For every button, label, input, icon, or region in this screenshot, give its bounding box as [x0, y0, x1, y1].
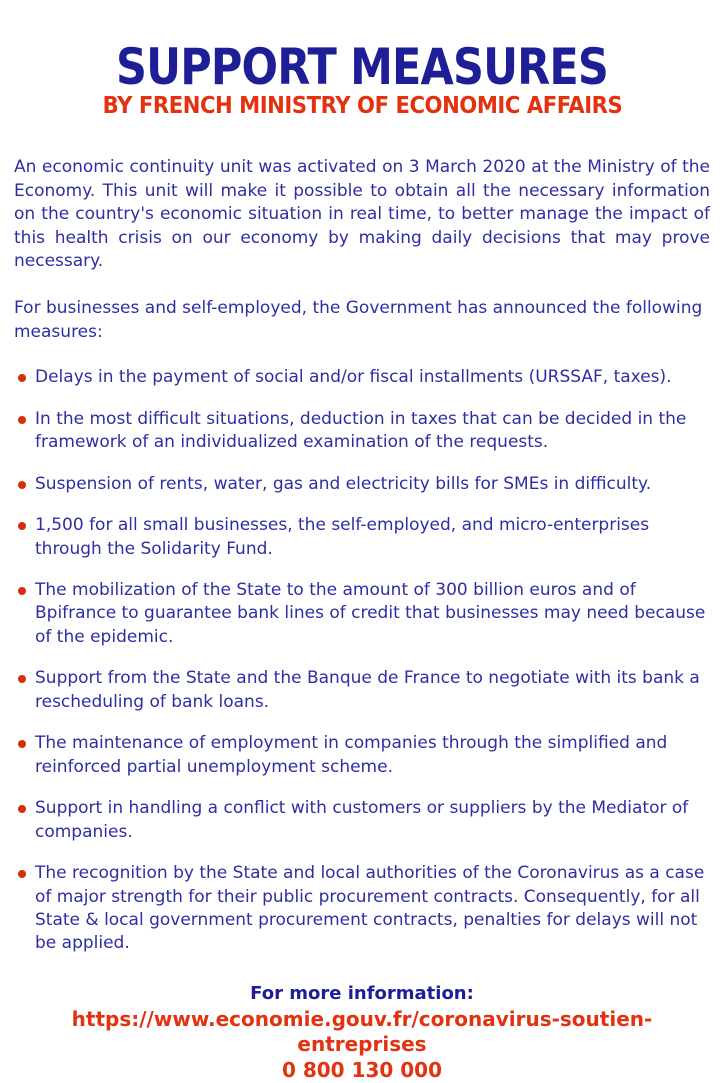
bullet-icon: [18, 374, 26, 382]
bullet-icon: [18, 675, 26, 683]
bullet-icon: [18, 416, 26, 424]
measure-item: [18, 473, 710, 496]
intro-paragraph: An economic continuity unit was activated on 3 March 2020 at the Ministry of the Economy. This unit will make it possible to obtain all the necessary information on the country's economic situation in real time, to better manage the impact of this health crisis on our economy by making daily decisions that may prove necessary.: [14, 157, 710, 271]
measure-text: Delays in the payment of social and/or fiscal installments (URSSAF, taxes).: [35, 367, 672, 388]
measures-intro-paragraph: For businesses and self-employed, the Government has announced the following measures:: [14, 298, 703, 342]
page-title: SUPPORT MEASURES: [116, 38, 608, 96]
info-url-link[interactable]: https://www.economie.gouv.fr/coronavirus-soutien-entreprises: [71, 1007, 653, 1057]
measure-item: [18, 366, 710, 389]
measure-text: In the most difficult situations, deduction in taxes that can be decided in the framework of an individualized examination of the requests.: [35, 408, 687, 453]
more-info-label: For more information:: [250, 982, 474, 1004]
bullet-icon: [18, 870, 26, 878]
measure-text: 1,500 for all small businesses, the self-employed, and micro-enterprises through the Solidarity Fund.: [35, 515, 650, 559]
measure-item: [18, 862, 710, 956]
page-subtitle: BY FRENCH MINISTRY OF ECONOMIC AFFAIRS: [102, 93, 622, 119]
measure-item: [18, 797, 710, 844]
measure-text: The maintenance of employment in companies through the simplified and reinforced partial unemployment scheme.: [35, 733, 668, 777]
measure-text: The recognition by the State and local authorities of the Coronavirus as a case of major strength for their public procurement contracts. Consequently, for all State & local government procurement contracts, penalties for delays will not be applied.: [35, 863, 705, 954]
measure-item: [18, 732, 710, 779]
measure-text: The mobilization of the State to the amount of 300 billion euros and of Bpifrance to guarantee bank lines of credit that businesses may need because of the epidemic.: [35, 580, 706, 647]
measure-text: Suspension of rents, water, gas and electricity bills for SMEs in difficulty.: [35, 473, 652, 494]
measure-text: Support in handling a conflict with customers or suppliers by the Mediator of companies.: [35, 798, 689, 842]
bullet-icon: [18, 481, 26, 489]
poster-header: [14, 38, 710, 119]
poster-footer: [14, 982, 710, 1083]
measure-text: Support from the State and the Banque de France to negotiate with its bank a rescheduling of bank loans.: [35, 668, 700, 712]
measure-item: [18, 579, 710, 649]
measures-list: [14, 366, 710, 956]
hotline-phone-number: 0 800 130 000: [281, 1058, 443, 1083]
measure-item: [18, 514, 710, 561]
measure-item: [18, 667, 710, 714]
bullet-icon: [18, 740, 26, 748]
bullet-icon: [18, 522, 26, 530]
bullet-icon: [18, 587, 26, 595]
bullet-icon: [18, 805, 26, 813]
measure-item: [18, 408, 710, 455]
